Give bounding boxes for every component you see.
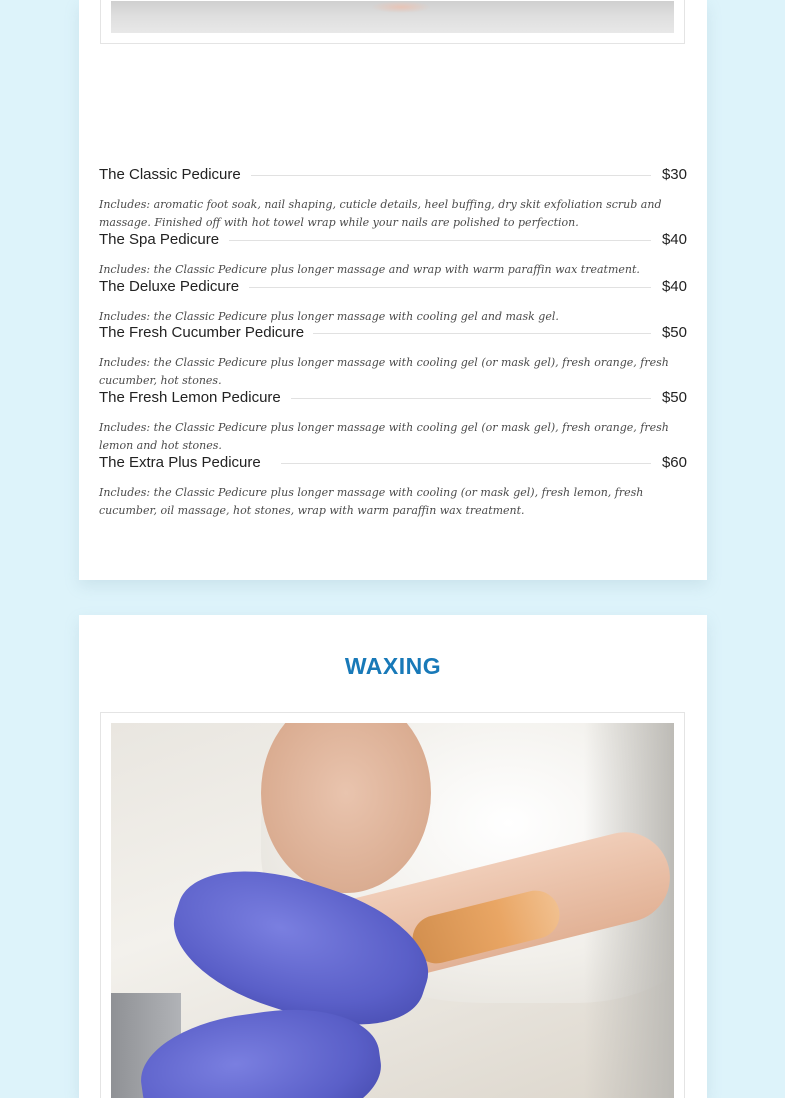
- menu-item-spa-pedicure: [99, 231, 687, 279]
- item-price: $50: [661, 324, 687, 341]
- item-name: The Extra Plus Pedicure: [99, 454, 261, 471]
- item-name: The Classic Pedicure: [99, 166, 241, 183]
- menu-item-classic-pedicure: [99, 166, 687, 232]
- dotted-leader: [249, 287, 651, 288]
- item-price: $30: [661, 166, 687, 183]
- waxing-photo-frame: [100, 712, 685, 1098]
- dotted-leader: [281, 463, 651, 464]
- waxing-card: [79, 615, 707, 1098]
- menu-item-fresh-cucumber-pedicure: [99, 324, 687, 390]
- item-name: The Fresh Lemon Pedicure: [99, 389, 281, 406]
- item-description: Includes: the Classic Pedicure plus longer massage with cooling (or mask gel), fresh lemon, fresh cucumber, oil massage, hot stones, wrap with warm paraffin wax treatment.: [99, 486, 644, 517]
- dotted-leader: [291, 398, 651, 399]
- dotted-leader: [229, 240, 651, 241]
- item-price: $60: [661, 454, 687, 471]
- item-name: The Deluxe Pedicure: [99, 278, 240, 295]
- item-price: $50: [661, 389, 687, 406]
- menu-item-extra-plus-pedicure: [99, 454, 687, 520]
- item-description: Includes: the Classic Pedicure plus longer massage with cooling gel and mask gel.: [99, 310, 559, 323]
- item-description: Includes: aromatic foot soak, nail shaping, cuticle details, heel buffing, dry skit exfoliation scrub and massage. Finished off with hot towel wrap while your nails are polished to perfection.: [99, 198, 662, 229]
- pedicure-card: [79, 0, 707, 580]
- dotted-leader: [251, 175, 651, 176]
- item-name: The Spa Pedicure: [99, 231, 220, 248]
- menu-item-deluxe-pedicure: [99, 278, 687, 326]
- item-name: The Fresh Cucumber Pedicure: [99, 324, 305, 341]
- waxing-photo: [111, 723, 674, 1098]
- item-price: $40: [661, 231, 687, 248]
- item-description: Includes: the Classic Pedicure plus longer massage with cooling gel (or mask gel), fresh orange, fresh cucumber, hot stones.: [99, 356, 669, 387]
- dotted-leader: [313, 333, 651, 334]
- pedicure-photo-frame: [100, 0, 685, 44]
- item-price: $40: [661, 278, 687, 295]
- pedicure-photo: [111, 1, 674, 33]
- menu-item-fresh-lemon-pedicure: [99, 389, 687, 455]
- item-description: Includes: the Classic Pedicure plus longer massage with cooling gel (or mask gel), fresh orange, fresh lemon and hot stones.: [99, 421, 669, 452]
- item-description: Includes: the Classic Pedicure plus longer massage and wrap with warm paraffin wax treatment.: [99, 263, 640, 276]
- section-title-waxing: WAXING: [344, 653, 442, 679]
